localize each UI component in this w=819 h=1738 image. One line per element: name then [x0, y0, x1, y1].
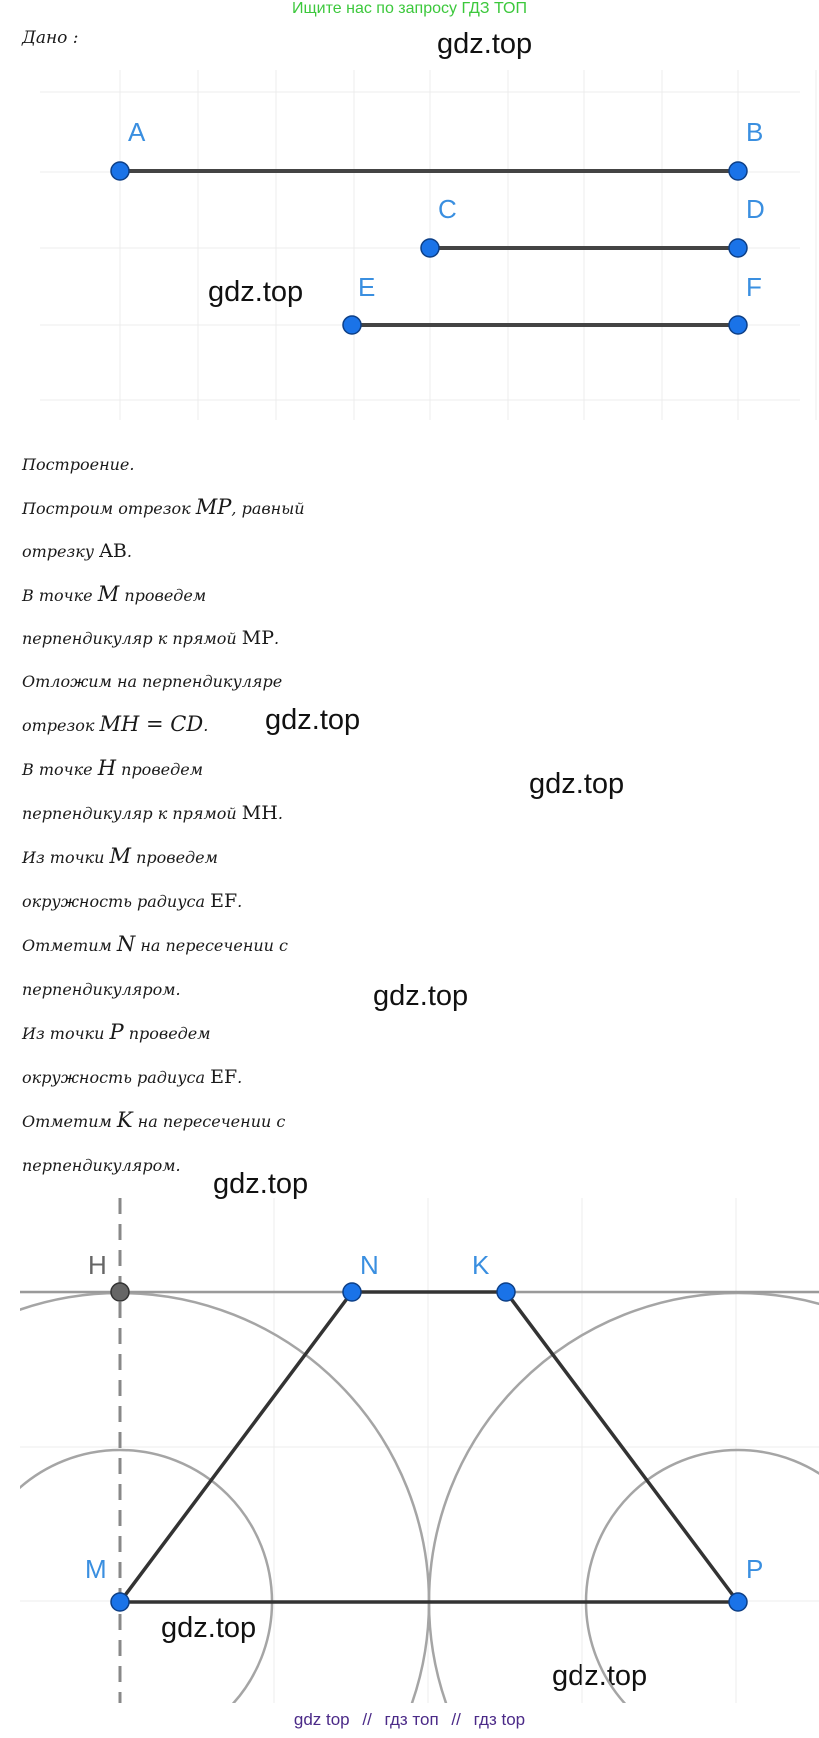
point-m [111, 1593, 129, 1611]
step-math: K [116, 1108, 133, 1132]
label-e: E [358, 272, 376, 302]
construction-step-9 [22, 844, 218, 868]
footer-link-3[interactable]: гдз top [473, 1710, 526, 1729]
step-text: Отметим [22, 1112, 117, 1131]
construction-step-13 [22, 1020, 211, 1044]
label-h: H [88, 1250, 107, 1280]
label-c: C [438, 194, 457, 224]
step-text: перпендикуляром. [22, 980, 181, 999]
label-b: B [746, 117, 764, 147]
label-a: A [128, 117, 146, 147]
step-text: Отложим на перпендикуляре [22, 672, 283, 691]
construction-figure [0, 1198, 819, 1708]
watermark-3: gdz.top [265, 704, 361, 736]
construction-heading-text: Построение. [22, 455, 135, 474]
construction-step-3 [22, 582, 206, 606]
step-text-end: . [126, 542, 132, 561]
construction-step-5 [22, 668, 282, 692]
construction-step-6 [22, 712, 208, 736]
construction-step-11 [22, 932, 288, 956]
step-text: перпендикуляр к прямой [22, 629, 242, 648]
step-text-end: на пересечении с [135, 936, 289, 955]
step-math: MP [195, 495, 232, 519]
step-text: Из точки [22, 848, 110, 867]
point-h [111, 1283, 129, 1301]
step-math: M [97, 582, 120, 606]
step-math: MH = CD [99, 712, 204, 736]
point-a [111, 162, 129, 180]
label-d: D [746, 194, 765, 224]
step-math: H [97, 756, 117, 780]
watermark-1: gdz.top [437, 28, 533, 60]
construction-step-4 [22, 625, 279, 649]
circle-m-radius-ef [0, 1293, 429, 1708]
top-banner[interactable]: Ищите нас по запросу ГДЗ ТОП [292, 0, 527, 17]
watermark-5: gdz.top [373, 980, 469, 1012]
point-d [729, 239, 747, 257]
watermark-2: gdz.top [208, 276, 304, 308]
given-word: Дано [22, 28, 68, 48]
construction-step-12 [22, 976, 181, 1000]
step-text-end: проведем [130, 848, 218, 867]
construction-step-7 [22, 756, 203, 780]
point-n [343, 1283, 361, 1301]
construction-step-2 [22, 538, 132, 562]
construction-step-10 [22, 888, 242, 912]
step-text-end: . [203, 716, 209, 735]
label-k: K [472, 1250, 490, 1280]
step-roman: MP [241, 627, 275, 649]
step-text-end: . [237, 892, 243, 911]
watermark-4: gdz.top [529, 768, 625, 800]
step-roman: AB [99, 540, 127, 562]
point-b [729, 162, 747, 180]
step-text-end: на пересечении с [132, 1112, 286, 1131]
step-text: перпендикуляр к прямой [22, 804, 242, 823]
step-text: отрезку [22, 542, 100, 561]
step-text: окружность радиуса [22, 1068, 211, 1087]
point-f [729, 316, 747, 334]
step-math: M [109, 844, 131, 868]
step-roman: EF [210, 1066, 238, 1088]
step-text: окружность радиуса [22, 892, 211, 911]
step-roman: EF [210, 890, 238, 912]
point-c [421, 239, 439, 257]
given-colon: : [72, 28, 79, 48]
label-m: M [85, 1554, 107, 1584]
construction-step-15 [22, 1108, 285, 1132]
step-text: В точке [22, 586, 98, 605]
construction-step-14 [22, 1064, 242, 1088]
watermark-6: gdz.top [213, 1168, 309, 1200]
given-segments-figure [0, 60, 819, 430]
label-f: F [746, 272, 762, 302]
footer-separator-2: // [451, 1710, 461, 1729]
footer-separator-1: // [362, 1710, 372, 1729]
step-text-end: . [237, 1068, 243, 1087]
point-p [729, 1593, 747, 1611]
step-roman: MH [241, 802, 278, 824]
point-k [497, 1283, 515, 1301]
construction-step-1 [22, 495, 305, 519]
point-e [343, 316, 361, 334]
watermark-8: gdz.top [552, 1660, 648, 1692]
step-math: N [116, 932, 136, 956]
footer-link-1[interactable]: gdz top [293, 1710, 350, 1729]
construction-step-8 [22, 800, 283, 824]
given-label [22, 28, 79, 48]
footer-link-2[interactable]: гдз топ [384, 1710, 439, 1729]
construction-heading [22, 455, 134, 474]
step-text: Из точки [22, 1024, 110, 1043]
footer [0, 1710, 819, 1730]
watermark-7: gdz.top [161, 1612, 257, 1644]
step-text: перпендикуляром. [22, 1156, 181, 1175]
label-p: P [746, 1554, 764, 1584]
step-text-end: проведем [119, 586, 207, 605]
step-text: Отметим [22, 936, 117, 955]
construction-step-16 [22, 1152, 181, 1176]
circle-p-small [586, 1450, 819, 1708]
step-math: P [109, 1020, 124, 1044]
step-text-end: проведем [123, 1024, 211, 1043]
step-text-end: . [277, 804, 283, 823]
step-text: отрезок [22, 716, 100, 735]
label-n: N [360, 1250, 379, 1280]
step-text: В точке [22, 760, 98, 779]
step-text-end: , равный [231, 499, 305, 518]
step-text: Построим отрезок [22, 499, 196, 518]
step-text-end: проведем [116, 760, 203, 779]
step-text-end: . [274, 629, 280, 648]
